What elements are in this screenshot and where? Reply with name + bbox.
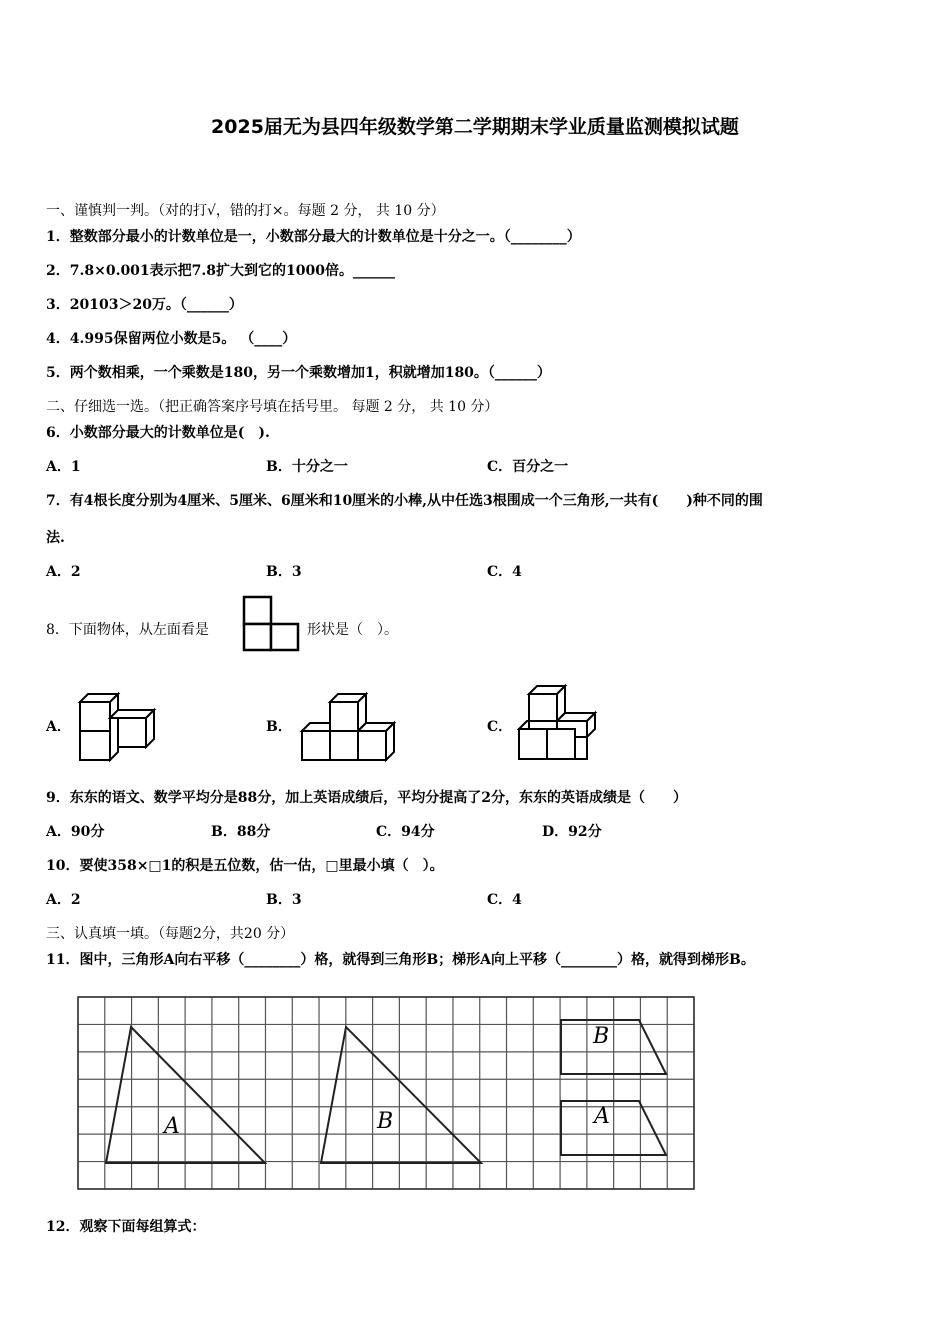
q8-option-b-figure <box>302 690 402 760</box>
q9-option-b: B．88分 <box>211 824 271 840</box>
question-8: 8．下面物体，从左面看是 <box>46 622 209 638</box>
q8-option-c-figure <box>519 684 599 762</box>
question-10: 10．要使358×□1的积是五位数，估一估，□里最小填（ ）。 <box>46 858 444 874</box>
trapezoid-a-label: A <box>594 1104 610 1129</box>
section-2-heading: 二、仔细选一选。（把正确答案序号填在括号里。 每题 2 分， 共 10 分） <box>46 399 499 415</box>
q10-option-a: A．2 <box>46 892 81 908</box>
trapezoid-b-label: B <box>593 1024 610 1049</box>
q9-option-c: C．94分 <box>376 824 435 840</box>
q8-option-a: A． <box>46 719 71 735</box>
q9-option-a: A．90分 <box>46 824 105 840</box>
question-7: 7．有4根长度分别为4厘米、5厘米、6厘米和10厘米的小棒,从中任选3根围成一个三角形,一共有( )种不同的围 <box>46 493 763 509</box>
question-5: 5．两个数相乘，一个乘数是180，另一个乘数增加1，积就增加180。（______） <box>46 365 551 381</box>
question-3: 3．20103＞20万。（______） <box>46 297 243 313</box>
triangle-b <box>321 1027 481 1163</box>
question-11: 11．图中，三角形A向右平移（________）格，就得到三角形B；梯形A向上平移（________）格，就得到梯形B。 <box>46 952 755 968</box>
question-7-cont: 法. <box>46 530 65 546</box>
triangle-b-label: B <box>377 1109 394 1134</box>
q8-left-view-figure <box>242 595 300 653</box>
question-2: 2．7.8×0.001表示把7.8扩大到它的1000倍。______ <box>46 263 395 279</box>
q8-option-a-figure <box>80 690 160 760</box>
q6-option-c: C．百分之一 <box>487 459 569 475</box>
q7-option-c: C．4 <box>487 564 522 580</box>
question-4: 4．4.995保留两位小数是5。 （____） <box>46 331 297 347</box>
question-12: 12．观察下面每组算式： <box>46 1219 206 1235</box>
triangle-a-label: A <box>164 1114 180 1139</box>
q8-option-b: B． <box>266 719 292 735</box>
question-8-tail: 形状是（ ）。 <box>307 622 398 638</box>
question-9: 9．东东的语文、数学平均分是88分，加上英语成绩后，平均分提高了2分，东东的英语成绩是（ ） <box>46 790 687 806</box>
question-1: 1．整数部分最小的计数单位是一，小数部分最大的计数单位是十分之一。（________） <box>46 229 581 245</box>
q7-option-a: A．2 <box>46 564 81 580</box>
page-title: 2025届无为县四年级数学第二学期期末学业质量监测模拟试题 <box>211 116 739 138</box>
section-1-heading: 一、谨慎判一判。（对的打√，错的打×。每题 2 分， 共 10 分） <box>46 203 445 219</box>
q6-option-b: B．十分之一 <box>266 459 348 475</box>
translation-grid-figure <box>76 990 696 1192</box>
question-6: 6．小数部分最大的计数单位是( ). <box>46 425 270 441</box>
section-3-heading: 三、认真填一填。（每题2分，共20 分） <box>46 926 295 942</box>
q10-option-b: B．3 <box>266 892 302 908</box>
q10-option-c: C．4 <box>487 892 522 908</box>
q9-option-d: D．92分 <box>542 824 602 840</box>
q7-option-b: B．3 <box>266 564 302 580</box>
q6-option-a: A．1 <box>46 459 81 475</box>
q8-option-c: C． <box>487 719 513 735</box>
